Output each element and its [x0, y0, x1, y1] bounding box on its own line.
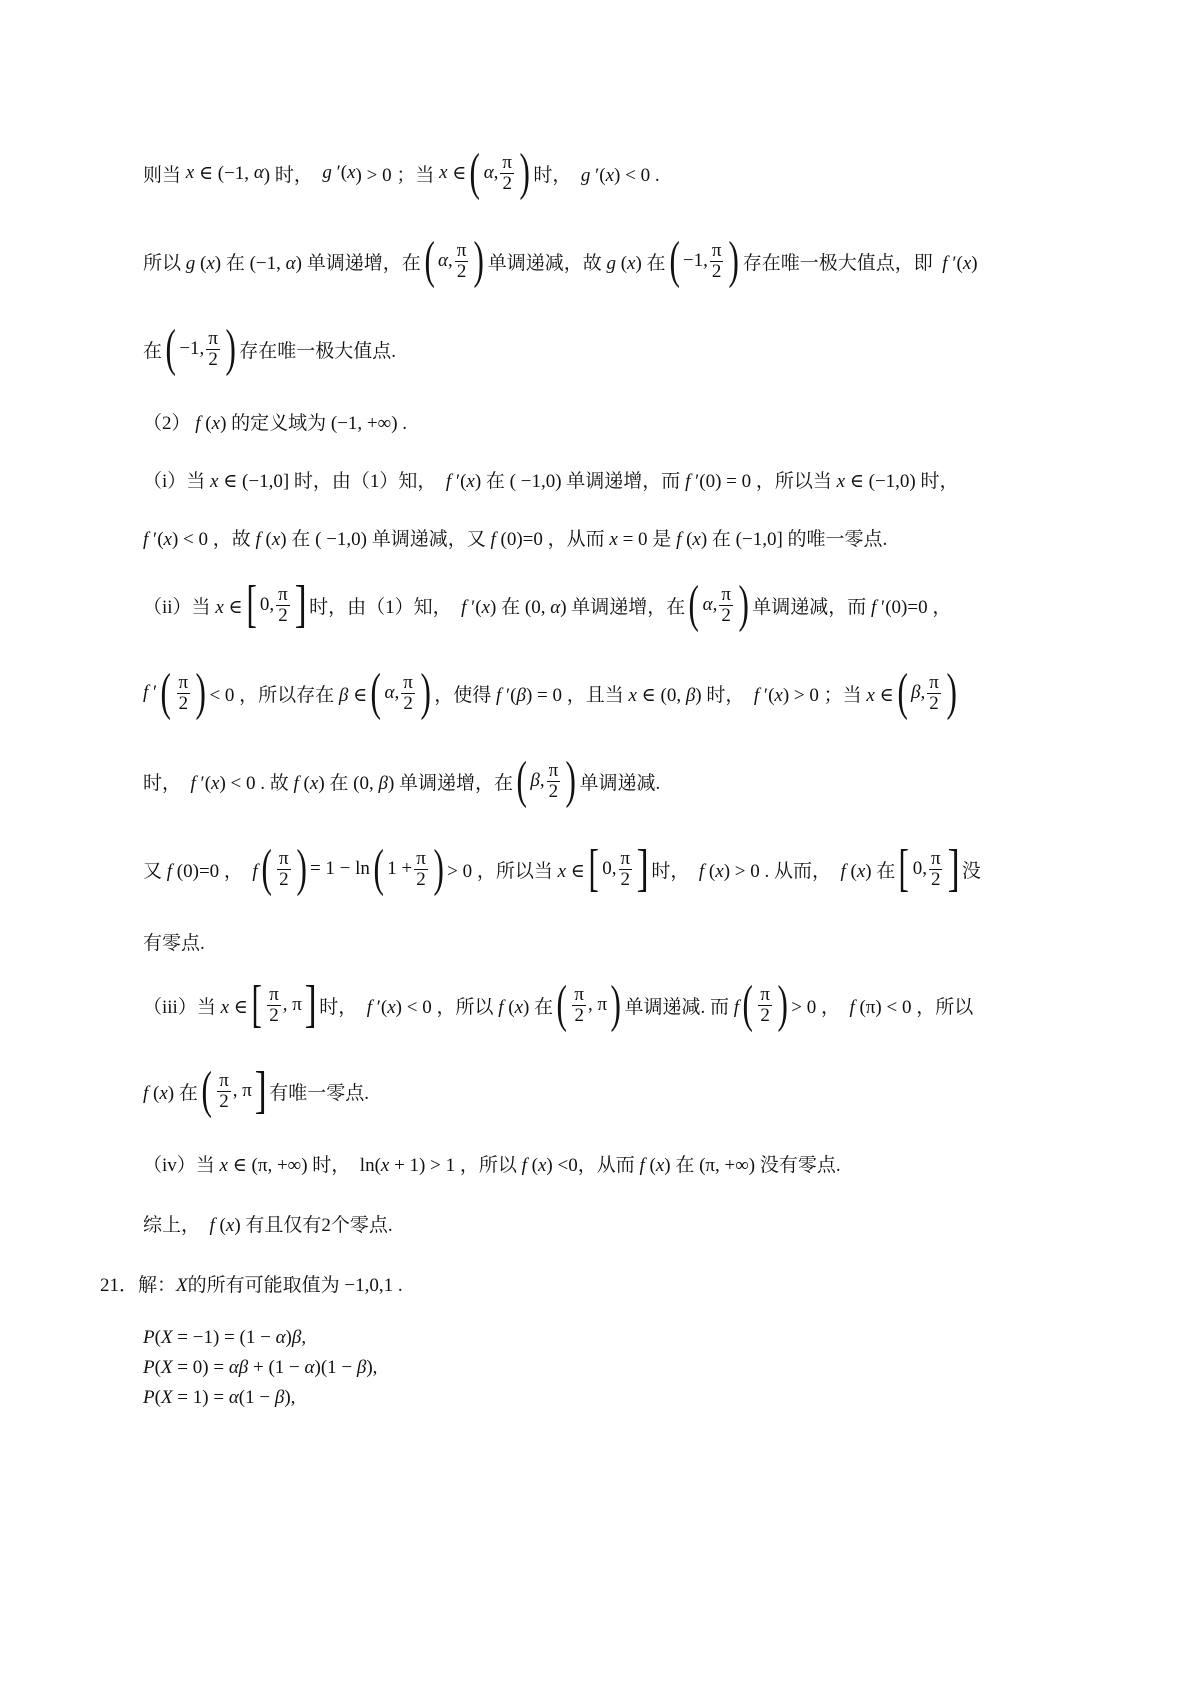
- text-line: （iv）当 x ∈ (π, +∞) 时， ln(x + 1) > 1 ，所以 f (x) <0，从而 f (x) 在 (π, +∞) 没有零点.: [143, 1155, 841, 1176]
- text-line: 又 f (0)=0 ， f ( $\frac{\pi}{2}$ ) = 1 − ln ( 1 + $\frac{\pi}{2}$ ) > 0 ，所以当 x ∈ [ 0, $\frac{\pi}{2}$ ] 时， f (x) > 0 . 从而， f (x) 在 [ 0, $\frac{\pi}{2}$ ] 没: [143, 840, 981, 897]
- text-line: 21．解：X的所有可能取值为 −1,0,1 .: [100, 1275, 403, 1296]
- text-line: P(X = −1) = (1 − α)β,: [143, 1327, 307, 1348]
- text-line: P(X = 1) = α(1 − β),: [143, 1387, 296, 1408]
- text-line: f ′(x) < 0 ，故 f (x) 在 ( −1,0) 单调递减，又 f (0)=0 ，从而 x = 0 是 f (x) 在 (−1,0] 的唯一零点.: [143, 529, 888, 550]
- text-line: （ii）当 x ∈ [ 0, $\frac{\pi}{2}$ ] 时，由（1）知， f ′(x) 在 (0, α) 单调递增，在 ( α , $\frac{\pi}{2}$ ) 单调递减，而 f ′(0)=0 ，: [143, 576, 952, 633]
- text-line: f (x) 在 ( $\frac{\pi}{2}$ , π ] 有唯一零点.: [143, 1062, 369, 1119]
- text-line: f ′ ( $\frac{\pi}{2}$ ) < 0 ，所以存在 β ∈ ( α , $\frac{\pi}{2}$ ) ，使得 f ′(β) = 0 ，且当 x ∈ (0, β) 时， f ′(x) > 0 ；当 x ∈ ( β , $\frac{\pi}{2}$ ): [143, 664, 957, 721]
- text-line: 综上， f (x) 有且仅有2个零点.: [143, 1215, 393, 1236]
- text-line: 有零点.: [143, 933, 205, 954]
- text-line: 则当 x ∈ (−1, α ) 时， g ′( x ) > 0 ；当 x ∈ ( α , $\frac{\pi}{2}$ ) 时， g ′(x) < 0 .: [143, 144, 660, 201]
- text-line: 所以 g (x) 在 (−1, α) 单调递增，在 ( α , $\frac{\pi}{2}$ ) 单调递减，故 g (x) 在 ( −1, $\frac{\pi}{2}$ ) 存在唯一极大值点，即 f ′(x): [143, 232, 978, 289]
- text-line: 时， f ′(x) < 0 . 故 f (x) 在 (0, β) 单调递增，在 ( β , $\frac{\pi}{2}$ ) 单调递减.: [143, 752, 661, 809]
- text-line: （iii）当 x ∈ [ $\frac{\pi}{2}$ , π ] 时， f ′(x) < 0 ，所以 f (x) 在 ( $\frac{\pi}{2}$ , π ) 单调递减. 而 f ( $\frac{\pi}{2}$ ) > 0 ， f (π) < 0 ，所以: [143, 976, 974, 1033]
- text-line: （2） f (x) 的定义域为 (−1, +∞) .: [143, 413, 408, 434]
- text-line: （i）当 x ∈ (−1,0] 时，由（1）知， f ′(x) 在 ( −1,0) 单调递增，而 f ′(0) = 0 ，所以当 x ∈ (−1,0) 时，: [143, 471, 959, 492]
- text-line: 在 ( −1, $\frac{\pi}{2}$ ) 存在唯一极大值点.: [143, 320, 396, 377]
- text-line: P(X = 0) = αβ + (1 − α)(1 − β),: [143, 1357, 378, 1378]
